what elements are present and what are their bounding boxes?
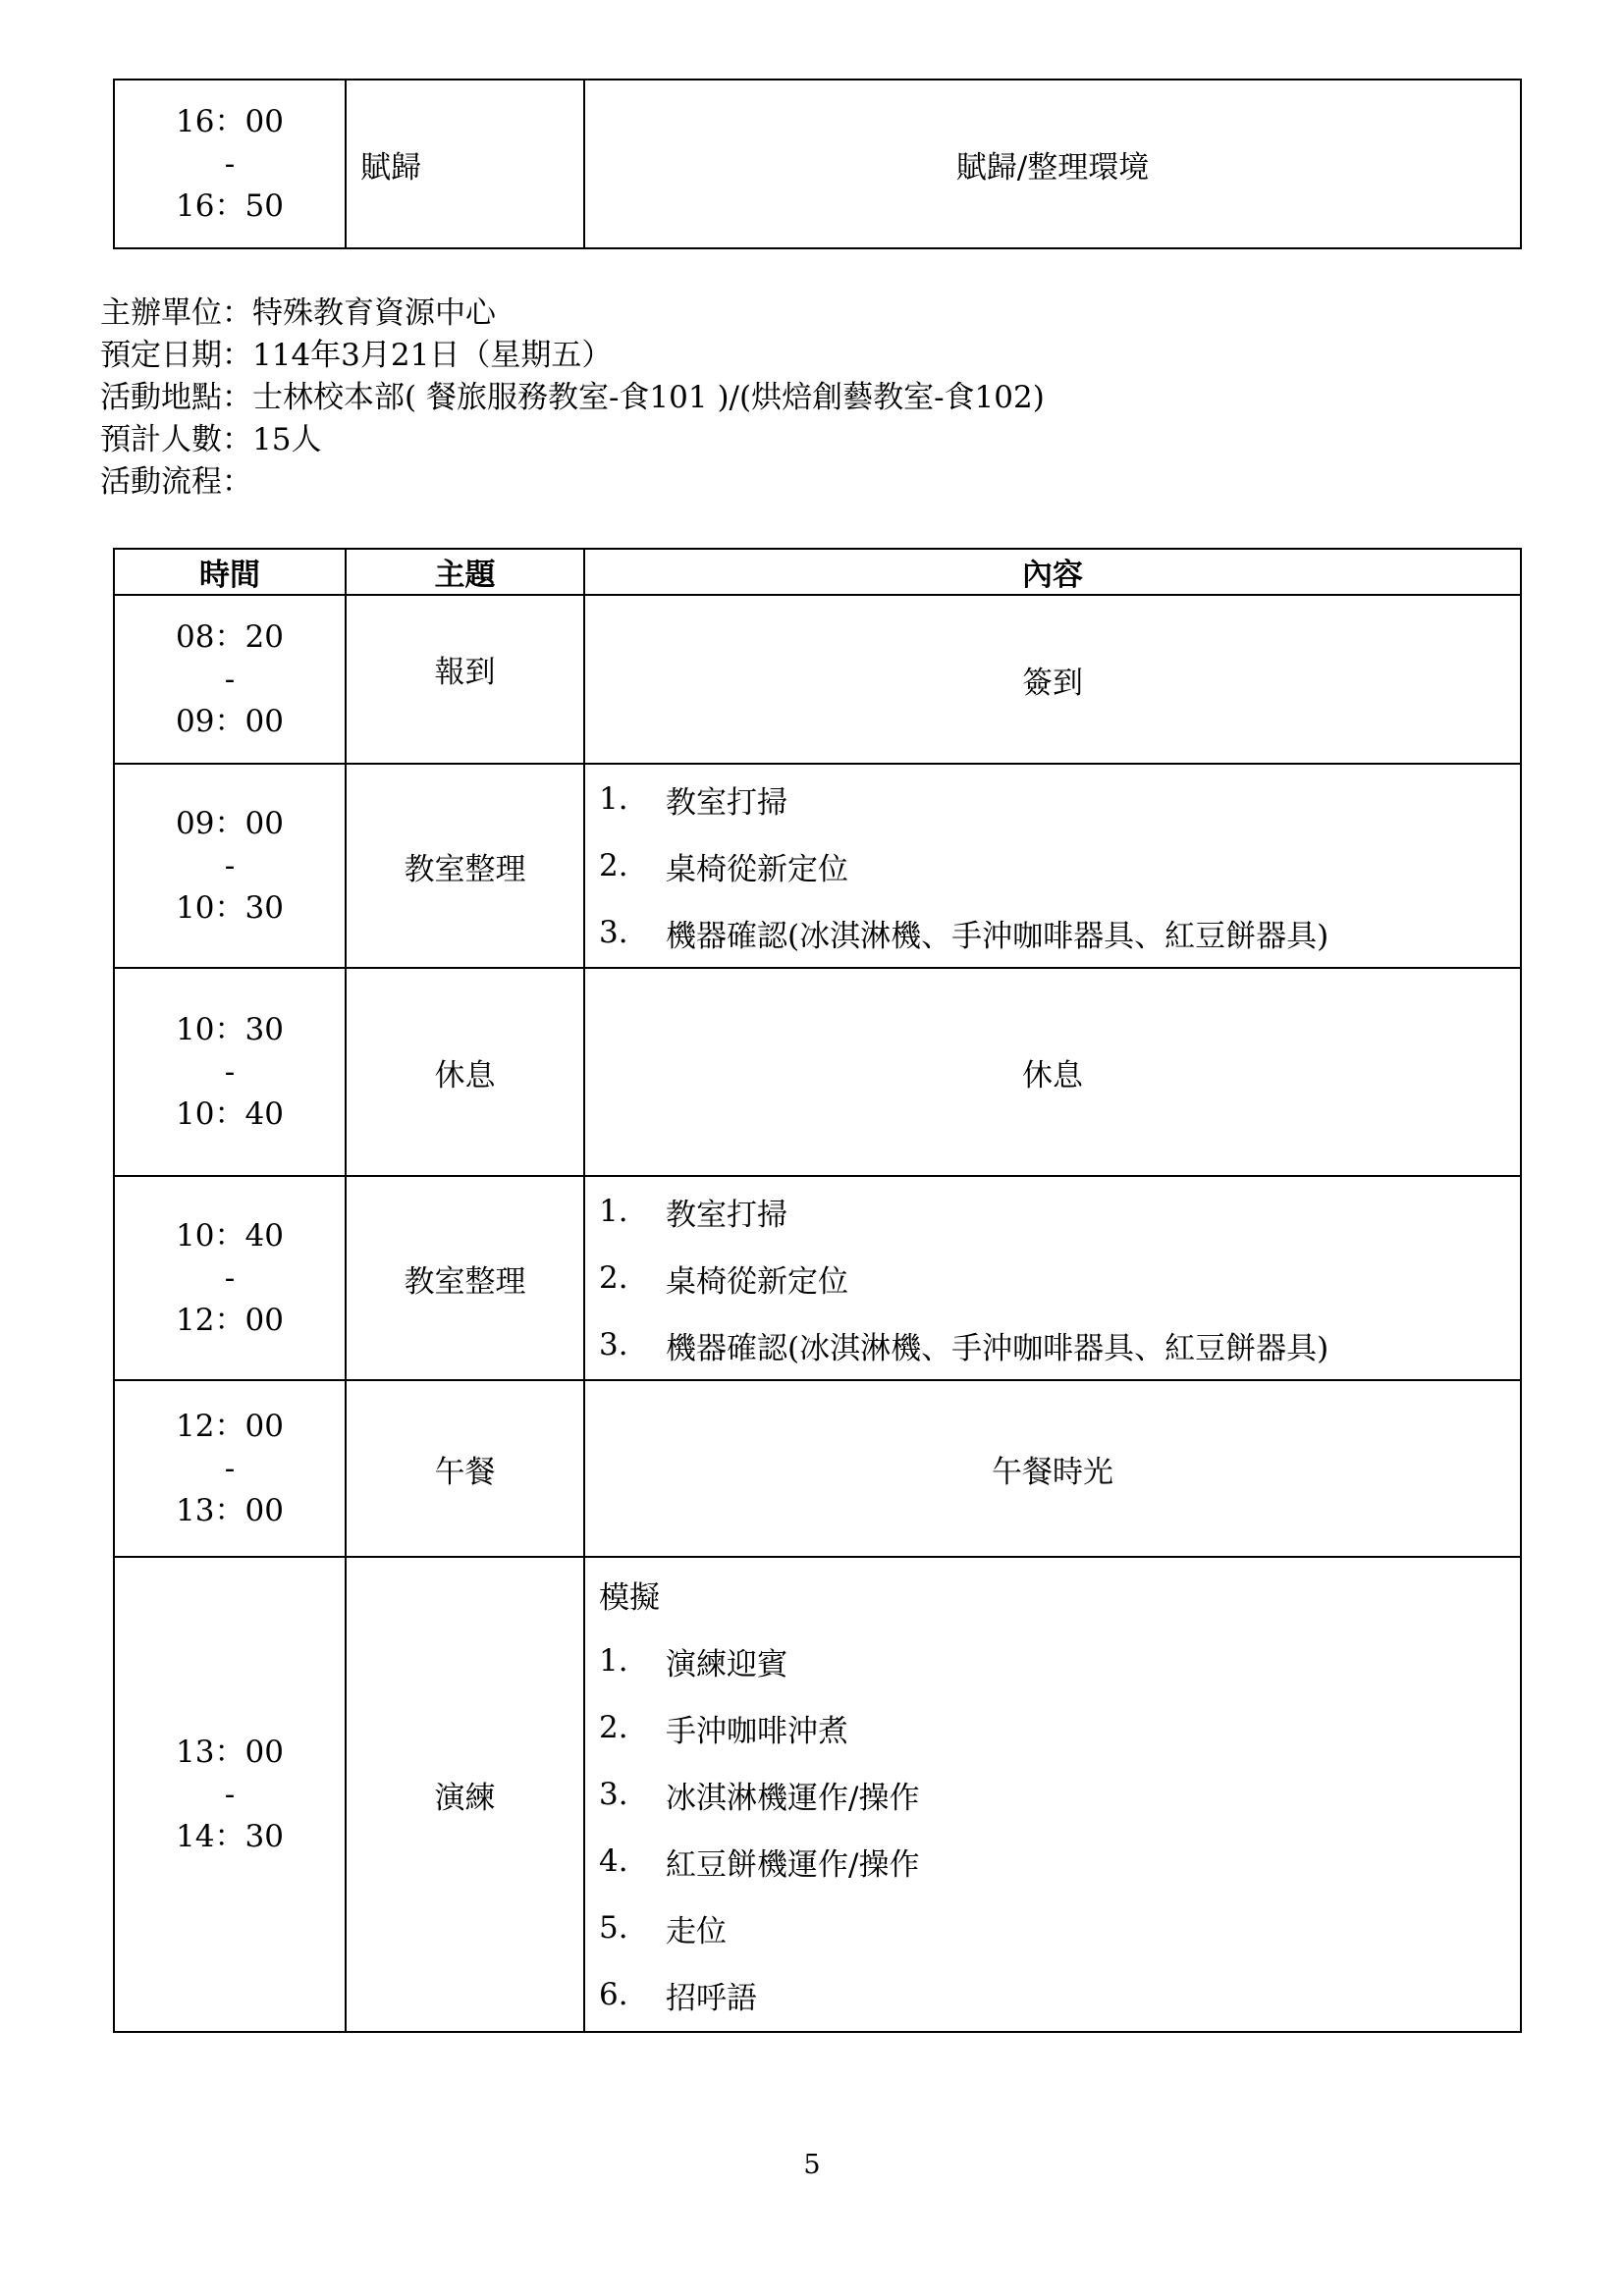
- content-list-cell: [584, 1557, 1521, 2032]
- item-text: 演練迎賓: [666, 1646, 787, 1682]
- list-item: [599, 1311, 1520, 1378]
- table-row: [114, 1176, 1521, 1380]
- time-start: 13：00: [176, 1734, 284, 1770]
- list-item: [599, 1245, 1520, 1311]
- organizer-line: 主辦單位：特殊教育資源中心: [100, 295, 496, 331]
- content-cell: 賦歸/整理環境: [584, 80, 1521, 248]
- table-row: [114, 1380, 1521, 1557]
- list-intro: 模擬: [599, 1579, 660, 1616]
- event-info: [100, 293, 1045, 504]
- item-number: 2.: [599, 1260, 628, 1296]
- table-row: [114, 968, 1521, 1176]
- time-separator: -: [224, 1053, 236, 1090]
- time-cell: [114, 1380, 346, 1557]
- item-number: 2.: [599, 1710, 628, 1745]
- time-separator: -: [224, 1776, 236, 1812]
- content-list-cell: [584, 1176, 1521, 1380]
- item-text: 走位: [666, 1913, 727, 1949]
- topic-cell: 教室整理: [346, 1176, 584, 1380]
- topic-cell: 休息: [346, 968, 584, 1176]
- time-end: 09：00: [176, 703, 284, 739]
- topic-cell: 午餐: [346, 1380, 584, 1557]
- item-text: 機器確認(冰淇淋機、手沖咖啡器具、紅豆餅器具): [666, 1330, 1329, 1366]
- table-row: [114, 764, 1521, 968]
- topic-cell: 賦歸: [346, 80, 584, 248]
- time-separator: -: [224, 145, 236, 182]
- item-number: 6.: [599, 1977, 628, 2012]
- header-content: 內容: [584, 549, 1521, 595]
- time-cell: [114, 80, 346, 248]
- time-cell: [114, 1557, 346, 2032]
- time-cell: [114, 968, 346, 1176]
- header-topic: 主題: [346, 549, 584, 595]
- item-text: 手沖咖啡沖煮: [666, 1713, 848, 1749]
- item-text: 冰淇淋機運作/操作: [666, 1780, 920, 1816]
- list-item: [599, 1828, 1520, 1895]
- time-separator: -: [224, 847, 236, 883]
- flow-line: 活動流程：: [100, 464, 252, 500]
- table-row: [114, 595, 1521, 764]
- time-start: 09：00: [176, 805, 284, 841]
- time-end: 10：30: [176, 889, 284, 926]
- date-line: 預定日期：114年3月21日（星期五）: [100, 338, 613, 373]
- list-item: [599, 766, 1520, 832]
- time-start: 12：00: [176, 1408, 284, 1444]
- item-text: 桌椅從新定位: [666, 1263, 848, 1300]
- list-item: [599, 1628, 1520, 1694]
- item-text: 教室打掃: [666, 1197, 787, 1233]
- item-number: 3.: [599, 1327, 628, 1362]
- topic-cell: 教室整理: [346, 764, 584, 968]
- attendees-line: 預計人數：15人: [100, 422, 322, 457]
- item-number: 3.: [599, 1777, 628, 1812]
- topic-cell: 演練: [346, 1557, 584, 2032]
- content-cell: 休息: [584, 968, 1521, 1176]
- content-list-cell: [584, 764, 1521, 968]
- table-header-row: [114, 549, 1521, 595]
- table-row: [114, 1557, 1521, 2032]
- item-text: 機器確認(冰淇淋機、手沖咖啡器具、紅豆餅器具): [666, 918, 1329, 954]
- content-cell: 午餐時光: [584, 1380, 1521, 1557]
- item-number: 5.: [599, 1910, 628, 1946]
- list-item: [599, 1961, 1520, 2028]
- item-number: 3.: [599, 915, 628, 950]
- item-number: 1.: [599, 781, 628, 817]
- item-number: 4.: [599, 1843, 628, 1879]
- time-end: 14：30: [176, 1818, 284, 1854]
- time-cell: [114, 1176, 346, 1380]
- time-separator: -: [224, 1450, 236, 1486]
- list-item: [599, 832, 1520, 899]
- list-item: [599, 1761, 1520, 1828]
- time-end: 12：00: [176, 1302, 284, 1338]
- time-start: 16：00: [176, 103, 284, 139]
- time-start: 10：40: [176, 1217, 284, 1254]
- page-number: 5: [803, 2150, 821, 2180]
- header-time: 時間: [114, 549, 346, 595]
- item-text: 紅豆餅機運作/操作: [666, 1846, 920, 1883]
- content-cell: 簽到: [584, 595, 1521, 764]
- location-line: 活動地點：士林校本部( 餐旅服務教室-食101 )/(烘焙創藝教室-食102): [100, 380, 1045, 415]
- item-text: 招呼語: [666, 1980, 757, 2016]
- time-end: 10：40: [176, 1095, 284, 1132]
- item-text: 桌椅從新定位: [666, 851, 848, 887]
- time-start: 10：30: [176, 1011, 284, 1047]
- item-number: 1.: [599, 1643, 628, 1679]
- time-separator: -: [224, 661, 236, 697]
- list-item: [599, 1694, 1520, 1761]
- item-number: 2.: [599, 848, 628, 883]
- time-cell: [114, 595, 346, 764]
- schedule-table: [113, 548, 1522, 2033]
- time-start: 08：20: [176, 618, 284, 655]
- topic-cell: 報到: [346, 595, 584, 764]
- time-end: 13：00: [176, 1492, 284, 1528]
- time-cell: [114, 764, 346, 968]
- continued-schedule-table: [113, 79, 1522, 249]
- list-item: [599, 1895, 1520, 1961]
- table-row: [114, 80, 1521, 248]
- time-separator: -: [224, 1259, 236, 1296]
- item-number: 1.: [599, 1194, 628, 1229]
- list-item: [599, 1178, 1520, 1245]
- item-text: 教室打掃: [666, 784, 787, 821]
- list-item: [599, 899, 1520, 966]
- time-end: 16：50: [176, 187, 284, 224]
